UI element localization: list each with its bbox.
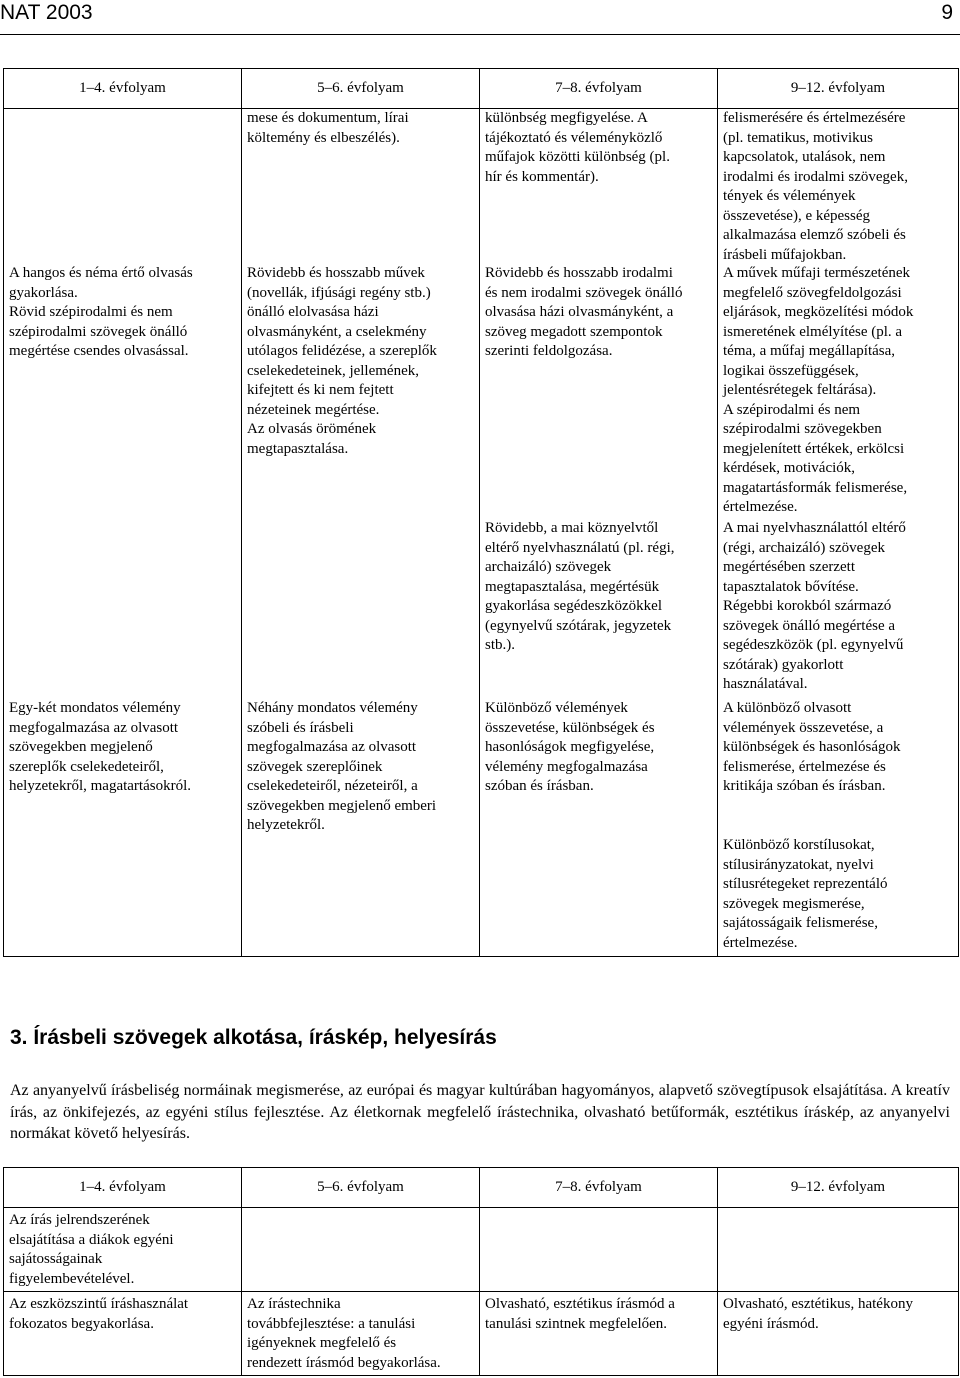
text-block: Rövidebb és hosszabb irodalmi és nem irodalmi szövegek önálló olvasása házi olvasmányként, a szöveg megadott szempontok szerinti feldolgozása. [485,265,683,359]
cell-grade-7-8 [480,109,718,957]
grade-header-1-4: 1–4. évfolyam [4,69,242,109]
table-cell [480,1208,718,1292]
table-cell: Az írástechnika továbbfejlesztése: a tanulási igényeknek megfelelő és rendezett írásmód begyakorlása. [242,1292,480,1376]
header-divider [0,34,960,35]
text-block: Különböző vélemények összevetése, különbségek és hasonlóságok megfigyelése, vélemény megfogalmazása szóban és írásban. [485,700,655,794]
text-block: A hangos és néma értő olvasás gyakorlása. Rövid szépirodalmi és nem szépirodalmi szövegek önálló megértése csendes olvasással. [9,265,193,359]
grade-header-9-12: 9–12. évfolyam [718,1168,959,1208]
table-cell: Olvasható, esztétikus írásmód a tanulási szintnek megfelelően. [480,1292,718,1376]
grade-header-7-8: 7–8. évfolyam [480,1168,718,1208]
cell-grade-5-6 [242,109,480,957]
table-cell: Olvasható, esztétikus, hatékony egyéni írásmód. [718,1292,959,1376]
section-intro: Az anyanyelvű írásbeliség normáinak megismerése, az európai és magyar kultúrában hagyományos, alapvető szövegtípusok elsajátítása. A kreatív írás, az önkifejezés, az egyéni stílus fejlesztése. Az életkornak megfelelő írástechnika, olvasható betűformák, esztétikus íráskép, az anyanyelvi normákat követő helyesírás. [10,1082,950,1142]
text-block: Néhány mondatos vélemény szóbeli és írásbeli megfogalmazása az olvasott szövegek szereplőinek cselekedeteiről, nézeteiről, a szövegekben megjelenő emberi helyzetekről. [247,700,437,833]
cell-grade-9-12 [718,109,959,957]
text-block: mese és dokumentum, lírai költemény és elbeszélés). [247,110,409,146]
section-heading: 3. Írásbeli szövegek alkotása, íráskép, helyesírás [10,1026,497,1049]
document-title: NAT 2003 [0,1,93,24]
text-block: A különböző olvasott vélemények összevetése, a különbségek és hasonlóságok felismerése, értelmezése és kritikája szóban és írásban. [723,700,901,794]
table-row [4,1292,959,1376]
text-block: Rövidebb és hosszabb művek (novellák, ifjúsági regény stb.) önálló elolvasása házi olvasmányként, a cselekmény utólagos felidézése, a szereplők cselekedeteinek, jellemének, kifejtett és ki nem fejtett nézeteinek megértése. Az olvasás örömének megtapasztalása. [247,265,437,457]
text-block: A mai nyelvhasználattól eltérő (régi, archaizáló) szövegek megértésében szerzett tapasztalatok bővítése. Régebbi korokból származó szövegek önálló megértése a segédeszközök (pl. egynyelvű szótárak) gyakorlott használatával. [723,520,906,692]
table-cell [242,1208,480,1292]
grade-header-7-8: 7–8. évfolyam [480,69,718,109]
grade-header-5-6: 5–6. évfolyam [242,1168,480,1208]
competency-table-writing [3,1167,959,1376]
text-block: különbség megfigyelése. A tájékoztató és véleményközlő műfajok közötti különbség (pl. hír és kommentár). [485,110,670,185]
grade-header-5-6: 5–6. évfolyam [242,69,480,109]
table-cell: Az eszközszintű íráshasználat fokozatos begyakorlása. [4,1292,242,1376]
text-block: Rövidebb, a mai köznyelvtől eltérő nyelvhasználatú (pl. régi, archaizáló) szövegek megtapasztalása, megértésük gyakorlása segédeszközökkel (egynyelvű szótárak, jegyzetek stb.). [485,520,675,653]
text-block: Egy-két mondatos vélemény megfogalmazása az olvasott szövegekben megjelenő szereplők cselekedeteiről, helyzetekről, magatartásokról. [9,700,192,794]
page-number: 9 [941,1,953,24]
running-header [0,0,960,36]
table-header-row [4,69,959,109]
table-cell [718,1208,959,1292]
cell-grade-1-4 [4,109,242,957]
grade-header-1-4: 1–4. évfolyam [4,1168,242,1208]
table-cell: Az írás jelrendszerének elsajátítása a diákok egyéni sajátosságainak figyelembevételével. [4,1208,242,1292]
grade-header-9-12: 9–12. évfolyam [718,69,959,109]
competency-table-reading [3,68,959,957]
text-block: Különböző korstílusokat, stílusirányzatokat, nyelvi stílusrétegeket reprezentáló szövegek megismerése, sajátosságaik felismerése, értelmezése. [723,837,888,951]
text-block: felismerésére és értelmezésére (pl. tematikus, motivikus kapcsolatok, utalások, nem irodalmi és irodalmi szövegek, tények és vélemények összevetése), e képesség alkalmazása elemző szóbeli és írásbeli műfajokban. [723,110,908,263]
text-block: A művek műfaji természetének megfelelő szövegfeldolgozási eljárások, megközelítési módok ismeretének elmélyítése (pl. a téma, a műfaj megállapítása, logikai összefüggések, jelentésrétegek feltárása). A szépirodalmi és nem szépirodalmi szövegekben megjelenített értékek, erkölcsi kérdések, motivációk, magatartásformák felismerése, értelmezése. [723,265,914,515]
table-row [4,109,959,957]
table-header-row [4,1168,959,1208]
table-row [4,1208,959,1292]
